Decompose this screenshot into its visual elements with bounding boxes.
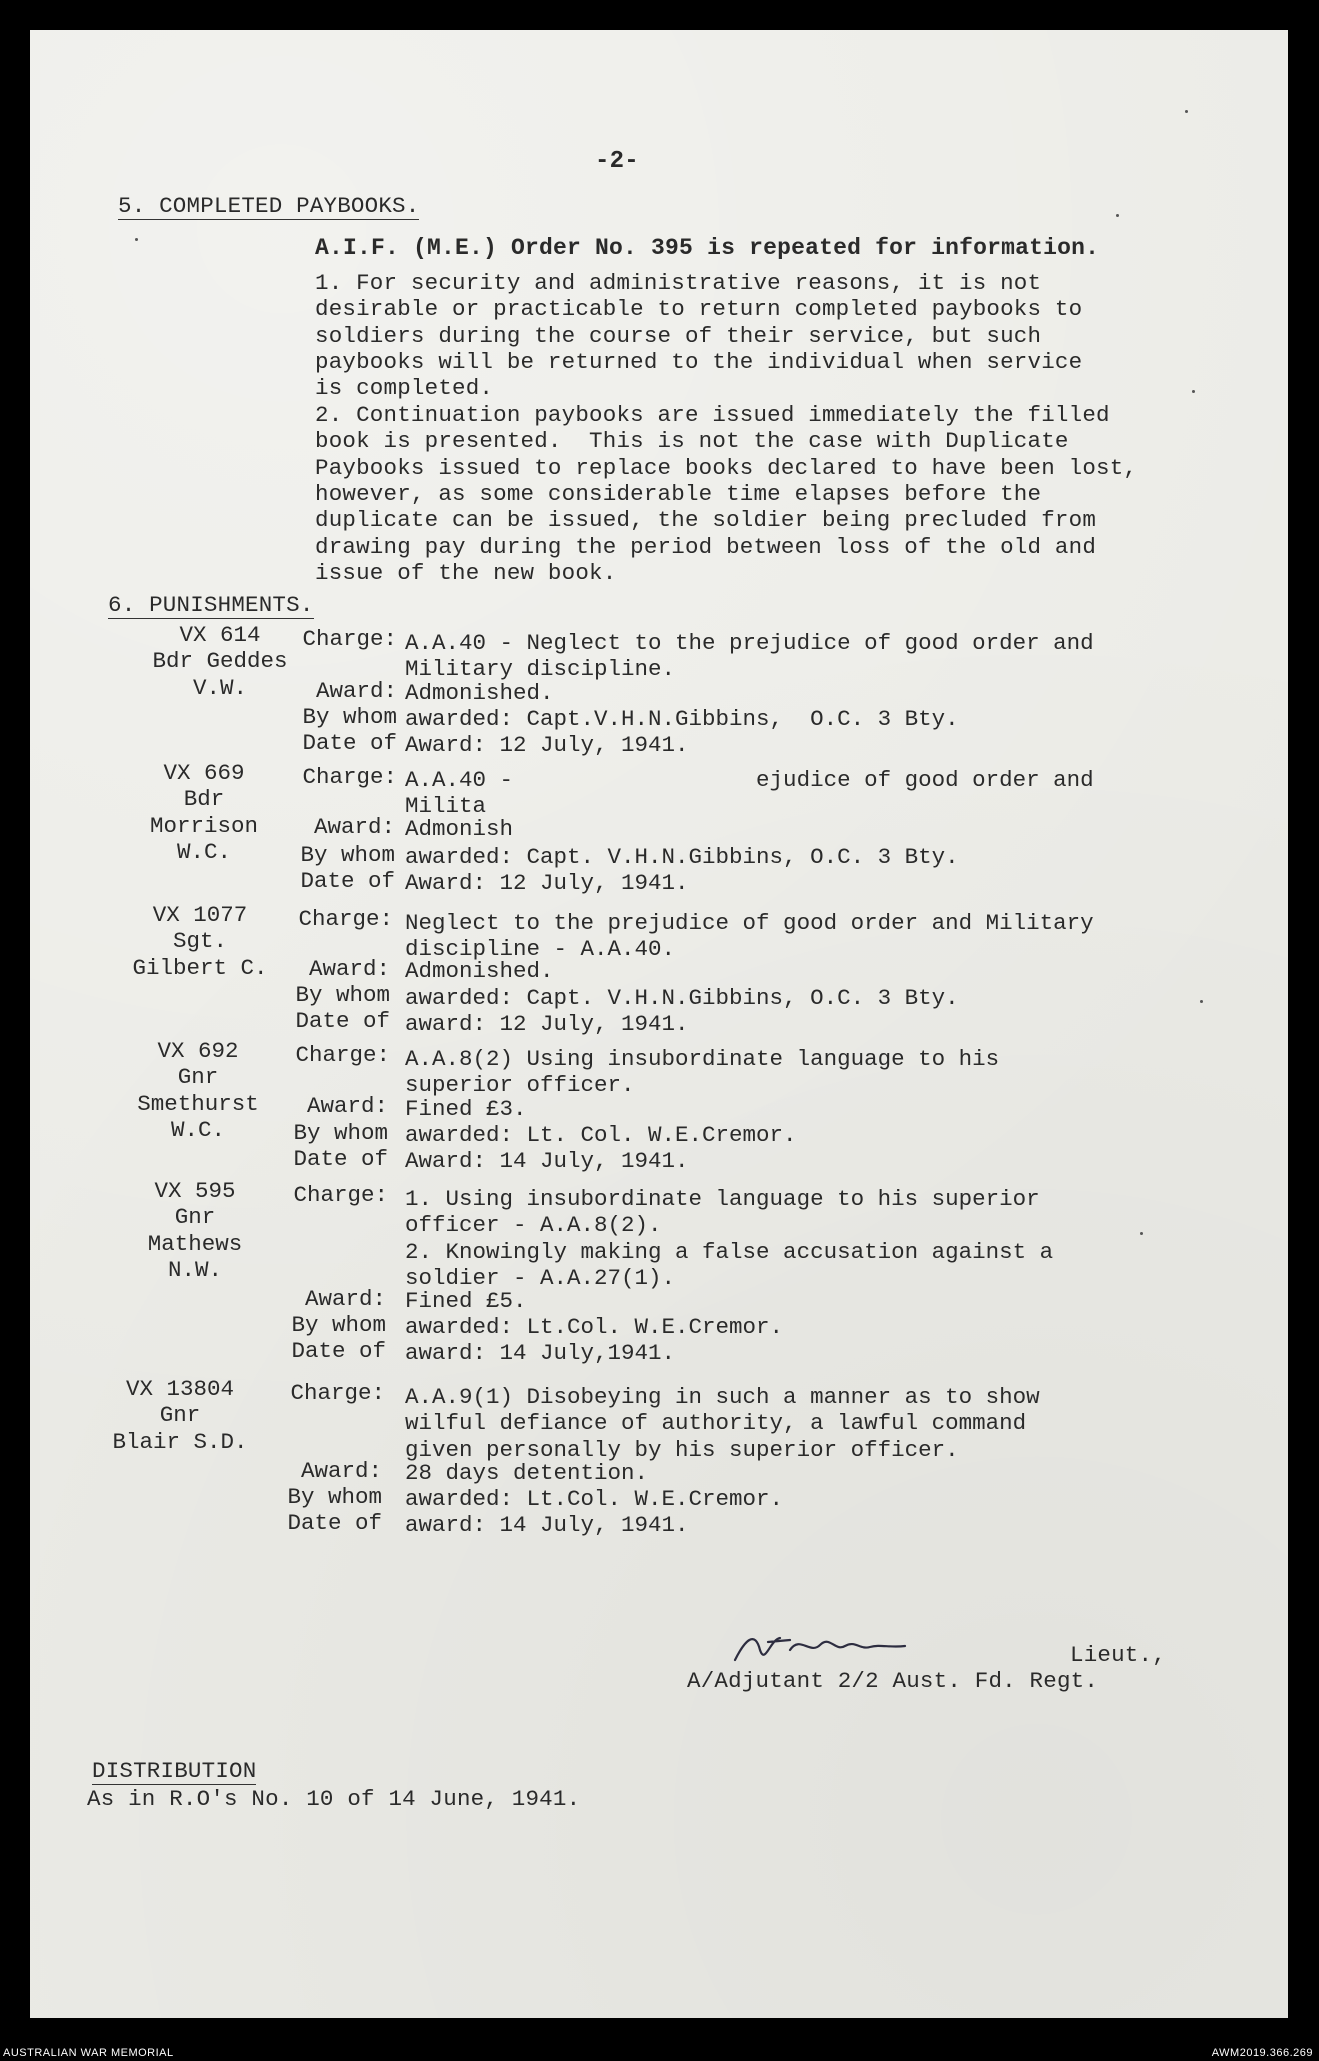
- by-whom-text: awarded: Lt.Col. W.E.Cremor.: [405, 1486, 784, 1512]
- charge-label: Charge:: [302, 764, 397, 790]
- speckle-mark: [1140, 1232, 1143, 1235]
- archive-reference: AWM2019.366.269: [1211, 2047, 1313, 2059]
- section-6-title: 6. PUNISHMENTS.: [108, 592, 314, 618]
- date-label: Date of: [293, 1146, 388, 1172]
- distribution-title: DISTRIBUTION: [92, 1758, 257, 1784]
- date-text: Award: 12 July, 1941.: [405, 870, 689, 896]
- handwritten-signature: [730, 1620, 970, 1670]
- soldier-identity: VX 614 Bdr Geddes V.W.: [152, 622, 288, 701]
- by-whom-label: By whom: [293, 1120, 388, 1146]
- date-text: award: 12 July, 1941.: [405, 1011, 689, 1037]
- section-5-intro: A.I.F. (M.E.) Order No. 395 is repeated for information.: [315, 235, 1100, 261]
- award-text: Admonished.: [405, 958, 554, 984]
- speckle-mark: [135, 238, 138, 241]
- date-label: Date of: [302, 730, 397, 756]
- by-whom-text: awarded: Capt.V.H.N.Gibbins, O.C. 3 Bty.: [405, 706, 959, 732]
- by-whom-label: By whom: [295, 982, 390, 1008]
- by-whom-label: By whom: [300, 842, 395, 868]
- charge-text: A.A.40 - Neglect to the prejudice of good order and Military discipline.: [405, 630, 1094, 683]
- charge-label: Charge:: [293, 1182, 388, 1208]
- distribution-text: As in R.O's No. 10 of 14 June, 1941.: [87, 1786, 581, 1812]
- award-text: Admonish: [405, 816, 514, 842]
- date-label: Date of: [295, 1008, 390, 1034]
- speckle-mark: [1116, 214, 1119, 217]
- award-label: Award:: [313, 814, 395, 840]
- date-label: Date of: [291, 1338, 386, 1364]
- charge-text: Neglect to the prejudice of good order and Military discipline - A.A.40.: [405, 910, 1094, 963]
- soldier-identity: VX 692 Gnr Smethurst W.C.: [137, 1038, 259, 1143]
- charge-label: Charge:: [298, 906, 393, 932]
- charge-text: A.A.8(2) Using insubordinate language to his superior officer.: [405, 1046, 1000, 1099]
- charge-text: 1. Using insubordinate language to his superior officer - A.A.8(2). 2. Knowingly making a false accusation against a soldier - A.A.27(1).: [405, 1186, 1054, 1291]
- date-text: Award: 12 July, 1941.: [405, 732, 689, 758]
- date-label: Date of: [300, 868, 395, 894]
- by-whom-text: awarded: Lt. Col. W.E.Cremor.: [405, 1122, 797, 1148]
- section-5-paragraph-2: 2. Continuation paybooks are issued immediately the filled book is presented. This is not the case with Duplicate Paybooks issued to replace books declared to have been lost, however, as some considerable time elapses before the duplicate can be issued, the soldier being precluded from drawing pay during the period between loss of the old and issue of the new book.: [315, 402, 1138, 586]
- award-text: Admonished.: [405, 680, 554, 706]
- date-text: Award: 14 July, 1941.: [405, 1148, 689, 1174]
- award-label: Award:: [304, 1286, 386, 1312]
- date-label: Date of: [287, 1510, 382, 1536]
- by-whom-text: awarded: Lt.Col. W.E.Cremor.: [405, 1314, 784, 1340]
- charge-label: Charge:: [295, 1042, 390, 1068]
- signatory-title: A/Adjutant 2/2 Aust. Fd. Regt.: [687, 1668, 1099, 1694]
- award-text: Fined £5.: [405, 1288, 527, 1314]
- soldier-identity: VX 1077 Sgt. Gilbert C.: [132, 902, 268, 981]
- award-label: Award:: [300, 1458, 382, 1484]
- charge-text: A.A.9(1) Disobeying in such a manner as to show wilful defiance of authority, a lawful command given personally by his superior officer.: [405, 1384, 1040, 1463]
- date-text: award: 14 July,1941.: [405, 1340, 676, 1366]
- charge-text: A.A.40 - ejudice of good order and Milita: [405, 767, 1094, 820]
- by-whom-text: awarded: Capt. V.H.N.Gibbins, O.C. 3 Bty.: [405, 985, 959, 1011]
- by-whom-text: awarded: Capt. V.H.N.Gibbins, O.C. 3 Bty.: [405, 844, 959, 870]
- date-text: award: 14 July, 1941.: [405, 1512, 689, 1538]
- section-5-paragraph-1: 1. For security and administrative reasons, it is not desirable or practicable to return completed paybooks to soldiers during the course of their service, but such paybooks will be returned to the individual when service is completed.: [315, 270, 1083, 402]
- award-label: Award:: [308, 956, 390, 982]
- signatory-rank: Lieut.,: [1070, 1642, 1166, 1668]
- archive-credit: AUSTRALIAN WAR MEMORIAL: [3, 2047, 174, 2059]
- award-label: Award:: [315, 678, 397, 704]
- award-label: Award:: [306, 1093, 388, 1119]
- by-whom-label: By whom: [291, 1312, 386, 1338]
- page-number: -2-: [595, 148, 639, 175]
- soldier-identity: VX 13804 Gnr Blair S.D.: [112, 1376, 248, 1455]
- speckle-mark: [1200, 1000, 1203, 1003]
- charge-label: Charge:: [302, 626, 397, 652]
- by-whom-label: By whom: [302, 704, 397, 730]
- document-page: [30, 30, 1288, 2018]
- speckle-mark: [1185, 110, 1188, 113]
- speckle-mark: [1192, 390, 1195, 393]
- soldier-identity: VX 595 Gnr Mathews N.W.: [147, 1178, 243, 1283]
- soldier-identity: VX 669 Bdr Morrison W.C.: [149, 760, 259, 865]
- award-text: Fined £3.: [405, 1096, 527, 1122]
- section-5-title: 5. COMPLETED PAYBOOKS.: [118, 193, 420, 219]
- by-whom-label: By whom: [287, 1484, 382, 1510]
- charge-label: Charge:: [290, 1380, 385, 1406]
- award-text: 28 days detention.: [405, 1460, 649, 1486]
